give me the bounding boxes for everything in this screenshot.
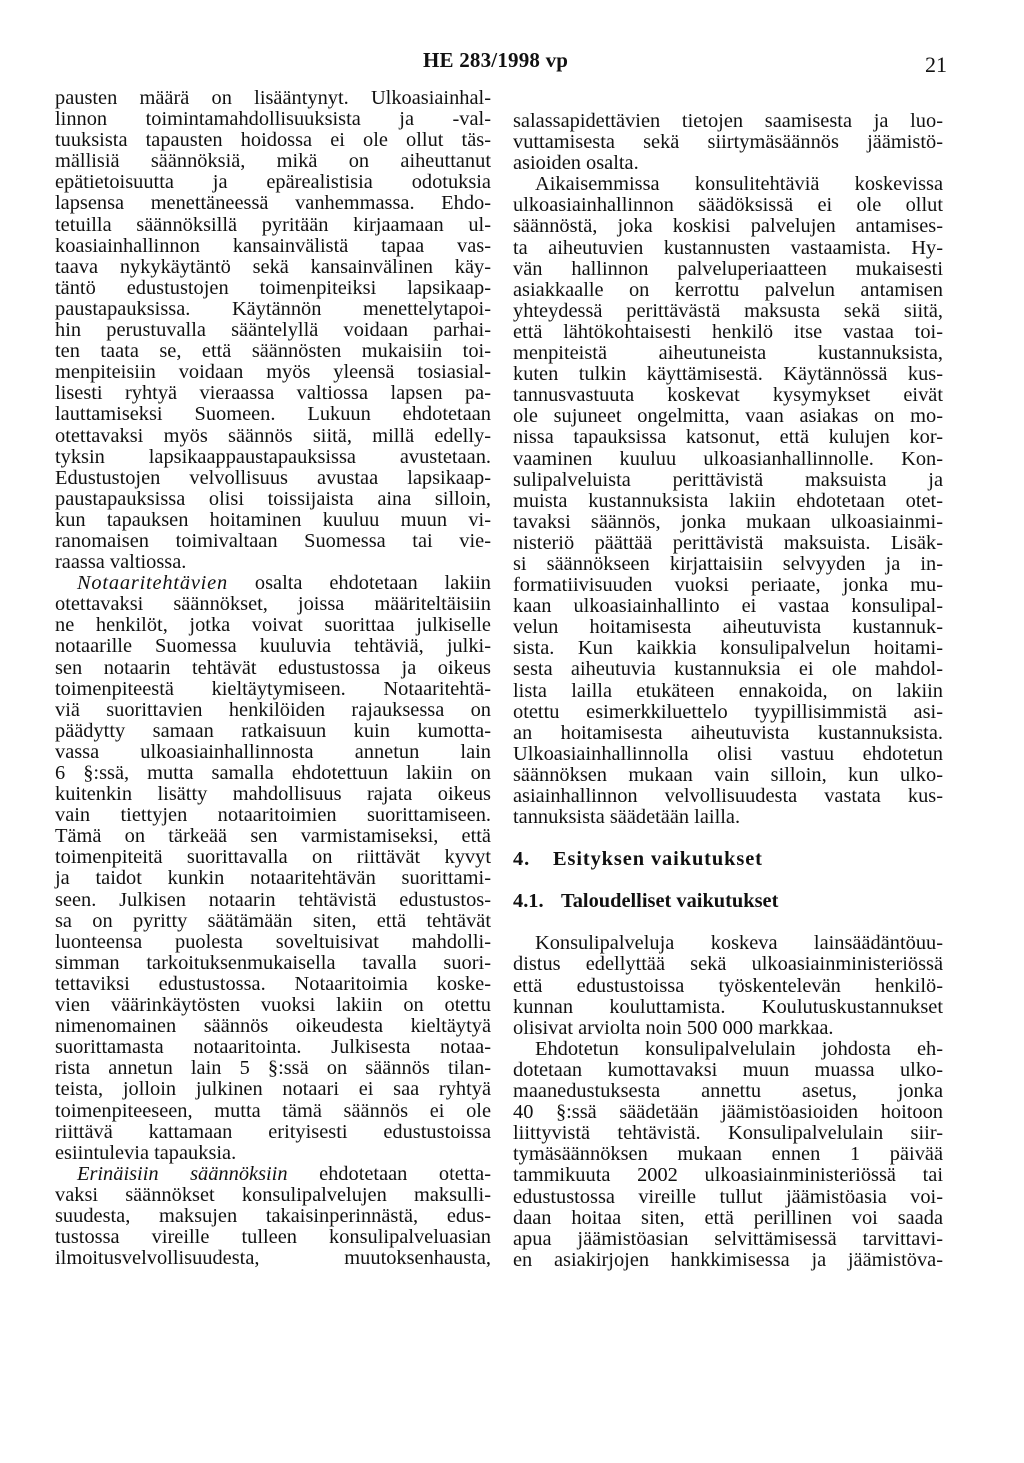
right-column — [513, 111, 943, 1271]
text-line: viä suorittavien henkilöiden rajauksessa on — [55, 698, 491, 721]
text-line: että edustustoissa työskentelevän henkilö- — [513, 974, 943, 997]
text-line: ranomaisen toimivaltaan Suomessa tai vie- — [55, 529, 491, 552]
text-line: edustustossa vireille tullut jäämistöasia voi- — [513, 1185, 943, 1208]
text-line: simman tarkoituksenmukaisella tavalla suori- — [55, 951, 491, 974]
text-line: mällisiä säännöksiä, mikä on aiheuttanut — [55, 150, 491, 173]
text-line: paustapauksissa. Käytännön menettelytapoi- — [55, 297, 491, 320]
text-line: sulipalveluista perittävistä maksuista ja — [513, 468, 943, 491]
text-line: apua jäämistöasian selvittämisessä tarvittavi- — [513, 1227, 943, 1250]
text-line: asiakkaalle on kerrottu palvelun antamisen — [513, 278, 943, 301]
text-line: suudesta, maksujen takaisinperinnästä, edus- — [55, 1204, 491, 1227]
text-line: en asiakirjojen hankkimisessa ja jäämistöva- — [513, 1248, 943, 1271]
text-line: si säännökseen kirjattaisiin selvyyden ja in- — [513, 552, 943, 575]
paragraph-child-abduction — [55, 88, 491, 573]
text-line: sesta aiheutuvia kustannuksia ei ole mahdol- — [513, 658, 943, 681]
text-line: koasiainhallinnon kansainvälistä tapaa vas- — [55, 234, 491, 257]
text-line: muista kustannuksista lakiin ehdotetaan otet- — [513, 489, 943, 512]
text-line: epätietoisuutta ja epärealistisia odotuksia — [55, 171, 491, 194]
text-line: liittyvistä tehtävistä. Konsulipalvelulain siir- — [513, 1122, 943, 1145]
text-line: tustossa vireille tulleen konsulipalveluasian — [55, 1226, 491, 1249]
text-line: lapsensa menettäneessä vanhemmassa. Ehdo- — [55, 192, 491, 215]
text-line: hin perustuvalla sääntelyllä voidaan parhai- — [55, 319, 491, 342]
text-line: ta aiheutuvien kustannusten vastaamista. Hy- — [513, 236, 943, 259]
text-line: Ulkoasiainhallinnolla olisi vastuu ehdotetun — [513, 742, 943, 765]
text-line: suorittamasta notaaritointa. Julkisesta notaa- — [55, 1036, 491, 1059]
text-line: nimenomainen säännös oikeudesta kieltäytyä — [55, 1015, 491, 1038]
text-line: rista annetun lain 5 §:ssä on säännös tilan- — [55, 1057, 491, 1080]
text-line: asiainhallinnon velvollisuudesta vastata kus- — [513, 785, 943, 807]
text-line: Ehdotetun konsulipalvelulain johdosta eh- — [535, 1037, 943, 1060]
text-line — [55, 573, 491, 594]
text-line: säännöstä, joka koskisi palvelujen antamises- — [513, 215, 943, 238]
paragraph-continuation — [513, 111, 943, 174]
text-line: tettaviksi edustustossa. Notaaritoimia koske- — [55, 972, 491, 995]
paragraph-training-costs — [513, 933, 943, 1038]
text-line: esiintulevia tapauksia. — [55, 1141, 237, 1164]
text-line: täntö edustustojen toimenpiteiksi lapsikaap- — [55, 276, 491, 299]
text-line: kaan ulkoasiainhallinto ei vastaa konsulipal- — [513, 595, 943, 618]
text-line: salassapidettävien tietojen saamisesta ja luo- — [513, 110, 943, 132]
text-line: vassa ulkoasiainhallinnosta annetun lain — [55, 740, 491, 763]
text-line: Tämä on tärkeää sen varmistamiseksi, että — [55, 825, 491, 848]
text-line: vaksi säännökset konsulipalvelujen maksulli- — [55, 1183, 491, 1206]
text-line: distus edellyttää sekä ulkoasiainministeriössä — [513, 953, 943, 976]
text-line: Aikaisemmissa konsulitehtäviä koskevissa — [535, 173, 943, 196]
section-title: Taloudelliset vaikutukset — [561, 890, 779, 913]
text-line: menpiteisiin voidaan myös yleensä tosiasial- — [55, 361, 491, 384]
page-number: 21 — [925, 52, 947, 77]
text-line: notaarille Suomessa kuuluvia tehtäviä, julki- — [55, 635, 491, 658]
section-number: 4.1. — [513, 890, 544, 913]
paragraph-miscellaneous — [55, 1164, 491, 1269]
section-title: Esityksen vaikutukset — [553, 848, 763, 871]
text-line: ole sujuneet ongelmitta, vaan asiakas on mo- — [513, 405, 943, 428]
text-line: raassa valtiossa. — [55, 551, 187, 574]
text-line: toimenpiteeseen, mutta tämä säännös ei ole — [55, 1099, 491, 1122]
text-line: vän hallinnon palveluperiaatteen mukaisesti — [513, 257, 943, 280]
text-line: paustapauksissa olisi toissijaista aina silloin, — [55, 487, 491, 510]
section-heading-4 — [513, 849, 943, 870]
text-line: formatiivisuuden vuoksi periaate, jonka mu- — [513, 574, 943, 597]
text-line: tavaksi säännös, jonka mukaan ulkoasiainmi- — [513, 510, 943, 533]
text-line: kunnan kouluttamista. Koulutuskustannukset — [513, 995, 943, 1018]
text-line: Konsulipalveluja koskeva lainsäädäntöuu- — [535, 932, 943, 955]
text-line: että lähtökohtaisesti henkilö itse vastaa toi- — [513, 320, 943, 343]
text-line: asioiden osalta. — [513, 152, 639, 175]
text-line: vaaminen kuuluu ulkoasianhallinnolle. Kon- — [513, 447, 943, 470]
text-line: luonteensa puolesta soveltuisivat mahdolli- — [55, 930, 491, 953]
text-line: tymäsäännöksen mukaan ennen 1 päivää — [513, 1143, 943, 1166]
text-line: tuuksista tapausten hoidossa ei ole ollut täs- — [55, 129, 491, 152]
text-line: Edustustojen velvollisuus avustaa lapsikaap- — [55, 466, 491, 489]
text-line: ja taidot kunkin notaaritehtävän suorittami- — [55, 867, 491, 890]
misc-lead: Erinäisiin säännöksiin — [77, 1162, 288, 1185]
text-line: kun tapauksen hoitaminen kuuluu muun vi- — [55, 508, 491, 531]
notary-lead-rest: osalta ehdotetaan lakiin — [254, 572, 491, 595]
misc-lead-rest: ehdotetaan otetta- — [319, 1162, 491, 1185]
section-number: 4. — [513, 848, 531, 871]
section-heading-4-1 — [513, 891, 943, 912]
text-line: ulkoasiainhallinnon säädöksissä ei ole ollut — [513, 194, 943, 217]
text-line: tannusvastuuta koskevat kysymykset eivät — [513, 384, 943, 407]
text-line: tannuksista säädetään lailla. — [513, 806, 741, 829]
text-line — [55, 1164, 491, 1185]
text-line: riittävä kattamaan erityisesti edustustoissa — [55, 1120, 491, 1143]
text-line: sista. Kun kaikkia konsulipalvelun hoitami- — [513, 637, 943, 660]
text-line: vain tiettyjen notaaritoimien suorittamiseen. — [55, 804, 491, 827]
text-line: ilmoitusvelvollisuudesta, muutoksenhausta, — [55, 1247, 491, 1270]
text-line: tyksin lapsikaappaustapauksissa avustetaan. — [55, 445, 491, 468]
left-column — [55, 88, 491, 1269]
text-line: 6 §:ssä, mutta samalla ehdotettuun lakiin on — [55, 762, 491, 784]
notary-lead: Notaaritehtävien — [77, 572, 228, 595]
text-line: nissa tapauksissa katsonut, että kulujen kor- — [513, 426, 943, 449]
document-id: HE 283/1998 vp — [423, 48, 569, 72]
text-line: vuttamisesta sekä siirtymäsäännös jäämistö- — [513, 131, 943, 154]
text-line: daan hoitaa siten, että perillinen voi saada — [513, 1206, 943, 1229]
text-line: sa on pyritty säätämään siten, että tehtävät — [55, 909, 491, 932]
text-line: 40 §:ssä säädetään jäämistöasioiden hoitoon — [513, 1101, 943, 1124]
text-line: tammikuuta 2002 ulkoasiainministeriössä tai — [513, 1164, 943, 1187]
paragraph-notary — [55, 573, 491, 1164]
text-line: sen notaarin tehtävät edustustossa ja oikeus — [55, 656, 491, 679]
text-line: menpiteistä aiheutuneista kustannuksista, — [513, 342, 943, 365]
page-header — [0, 48, 1024, 78]
text-line: säännöksen mukaan vain silloin, kun ulko- — [513, 763, 943, 786]
text-line: päädytty samaan ratkaisuun kuin kumotta- — [55, 719, 491, 742]
text-line: toimenpiteitä suorittavalla on riittävät kyvyt — [55, 846, 491, 869]
text-line: lisesti ryhtyä vieraassa valtiossa lapsen pa- — [55, 382, 491, 405]
text-line: kuten tulkin käyttämisestä. Käytännössä kus- — [513, 363, 943, 386]
text-line: otettavaksi myös säännös siitä, millä edelly- — [55, 424, 491, 447]
text-line: tetuilla säännöksillä pyritään kirjaamaan ul- — [55, 213, 491, 236]
paragraph-repealed-decree — [513, 1039, 943, 1271]
text-line: teista, jolloin julkinen notaari ei saa ryhtyä — [55, 1078, 491, 1101]
text-line: olisivat arviolta noin 500 000 markkaa. — [513, 1016, 834, 1039]
text-line: lista laillа etukäteen ennakoida, on lakiin — [513, 679, 943, 702]
text-line: ten taata se, että säännösten mukaisiin toi- — [55, 340, 491, 363]
text-line: kuitenkin lisätty mahdollisuus rajata oikeus — [55, 783, 491, 806]
text-line: toimenpiteestä kieltäytymiseen. Notaaritehtä- — [55, 677, 491, 700]
text-line: otettu esimerkkiluettelo tyypillisimmistä asi- — [513, 700, 943, 723]
text-line: velun hoitamisesta aiheutuvista kustannuk- — [513, 616, 943, 639]
text-line: maanedustuksesta annettu asetus, jonka — [513, 1080, 943, 1103]
text-line: an hoitamisesta aiheutuvista kustannuksista. — [513, 721, 943, 744]
text-line: yhteydessä perittävästä maksusta sekä siitä, — [513, 299, 943, 322]
text-line: dotetaan kumottavaksi muun muassa ulko- — [513, 1058, 943, 1081]
paragraph-consular-fees — [513, 174, 943, 828]
text-line: lauttamiseksi Suomeen. Lukuun ehdotetaan — [55, 403, 491, 426]
text-line: seen. Julkisen notaarin tehtävistä edustustos- — [55, 888, 491, 911]
text-line: otettavaksi säännökset, joissa määriteltäisiin — [55, 593, 491, 616]
text-line: pausten määrä on lisääntynyt. Ulkoasiainhal- — [55, 87, 491, 109]
text-line: nisteriö päättää perittävistä maksuista. Lisäk- — [513, 531, 943, 554]
text-line: taava nykykäytäntö sekä kansainvälinen käy- — [55, 255, 491, 278]
text-line: ne henkilöt, jotka voivat suorittaa julkiselle — [55, 614, 491, 637]
text-line: vien väärinkäytösten vuoksi lakiin on otettu — [55, 994, 491, 1017]
text-line: linnon toimintamahdollisuuksista ja -val- — [55, 108, 491, 131]
